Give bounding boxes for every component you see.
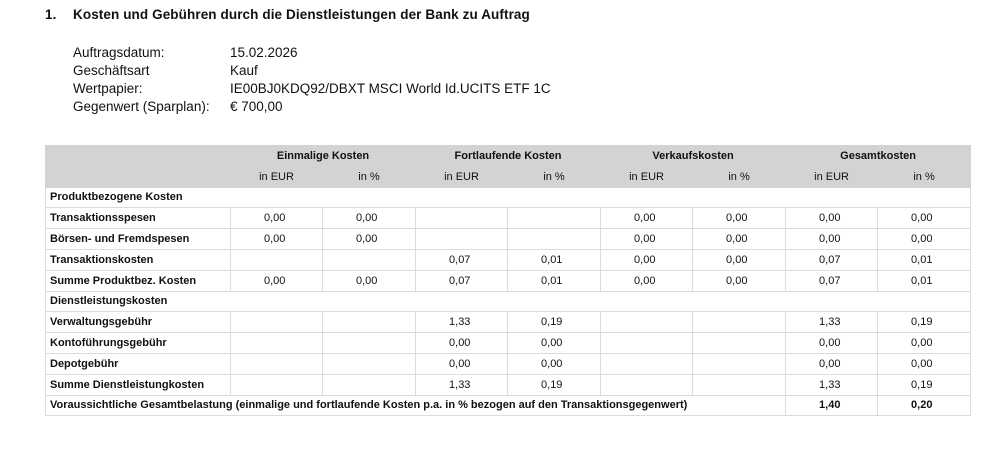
info-label: Geschäftsart (73, 63, 150, 78)
header-empty-cell (46, 146, 231, 167)
info-label: Wertpapier: (73, 81, 143, 96)
cell-eur (416, 208, 508, 229)
cell-pct: 0,00 (323, 229, 416, 250)
cell-pct: 0,19 (508, 374, 601, 395)
cell-eur: 1,33 (786, 374, 878, 395)
row-label: Summe Dienstleistungkosten (46, 374, 231, 395)
info-value: 15.02.2026 (230, 45, 298, 60)
header-ongoing-costs: Fortlaufende Kosten (416, 146, 601, 167)
total-eur: 1,40 (786, 395, 878, 416)
section-number: 1. (45, 7, 57, 22)
info-value: Kauf (230, 63, 258, 78)
cell-eur: 1,33 (416, 312, 508, 333)
cell-eur: 0,00 (786, 229, 878, 250)
cell-eur: 0,00 (601, 229, 693, 250)
header-unit-pct: in % (508, 166, 601, 187)
row-label: Depotgebühr (46, 353, 231, 374)
cell-pct (693, 333, 786, 354)
info-label: Gegenwert (Sparplan): (73, 99, 210, 114)
table-row (46, 270, 971, 291)
info-value: € 700,00 (230, 99, 283, 114)
cell-eur: 0,00 (231, 208, 323, 229)
section-heading (45, 7, 530, 22)
section-label-service-costs: Dienstleistungskosten (46, 291, 971, 312)
info-row-order-date (73, 44, 551, 62)
cell-pct (323, 353, 416, 374)
cell-eur: 0,00 (416, 353, 508, 374)
total-row (46, 395, 971, 416)
header-unit-pct: in % (693, 166, 786, 187)
table-row (46, 374, 971, 395)
header-unit-eur: in EUR (416, 166, 508, 187)
cell-pct: 0,01 (508, 249, 601, 270)
cell-eur: 0,07 (786, 270, 878, 291)
cell-eur (231, 312, 323, 333)
cell-eur: 0,07 (416, 270, 508, 291)
info-value: IE00BJ0KDQ92/DBXT MSCI World Id.UCITS ETF 1C (230, 81, 551, 96)
cell-pct: 0,01 (508, 270, 601, 291)
cell-pct (693, 374, 786, 395)
cell-pct: 0,00 (878, 333, 971, 354)
cell-eur: 0,00 (601, 249, 693, 270)
cell-pct: 0,00 (878, 208, 971, 229)
header-empty-cell (46, 166, 231, 187)
cell-eur (231, 333, 323, 354)
cell-eur: 0,07 (786, 249, 878, 270)
cell-eur (601, 353, 693, 374)
cell-eur (416, 229, 508, 250)
info-label: Auftragsdatum: (73, 45, 165, 60)
cell-pct (508, 229, 601, 250)
cell-pct: 0,00 (323, 208, 416, 229)
cell-eur (231, 249, 323, 270)
cell-eur (601, 374, 693, 395)
row-label: Transaktionsspesen (46, 208, 231, 229)
cell-eur (231, 374, 323, 395)
cell-eur (601, 333, 693, 354)
cell-pct: 0,00 (323, 270, 416, 291)
cell-eur: 1,33 (786, 312, 878, 333)
total-label: Voraussichtliche Gesamtbelastung (einmalige und fortlaufende Kosten p.a. in % bezogen auf den Transaktionsgegenwert) (46, 395, 786, 416)
info-row-business-type (73, 62, 551, 80)
cell-pct: 0,19 (508, 312, 601, 333)
header-one-time-costs: Einmalige Kosten (231, 146, 416, 167)
header-unit-row (46, 166, 971, 187)
cell-eur (231, 353, 323, 374)
table-row (46, 208, 971, 229)
header-unit-pct: in % (878, 166, 971, 187)
header-unit-eur: in EUR (786, 166, 878, 187)
cell-eur: 0,00 (786, 353, 878, 374)
section-title: Kosten und Gebühren durch die Dienstleistungen der Bank zu Auftrag (73, 7, 530, 22)
row-label: Börsen- und Fremdspesen (46, 229, 231, 250)
header-sale-costs: Verkaufskosten (601, 146, 786, 167)
cell-pct: 0,00 (878, 353, 971, 374)
total-pct: 0,20 (878, 395, 971, 416)
header-unit-eur: in EUR (601, 166, 693, 187)
cell-pct: 0,00 (508, 333, 601, 354)
cell-eur: 1,33 (416, 374, 508, 395)
cell-pct: 0,00 (693, 208, 786, 229)
section-row (46, 291, 971, 312)
row-label: Verwaltungsgebühr (46, 312, 231, 333)
cell-eur: 0,00 (416, 333, 508, 354)
cell-pct (323, 249, 416, 270)
row-label: Kontoführungsgebühr (46, 333, 231, 354)
table-row (46, 312, 971, 333)
table-row (46, 333, 971, 354)
cell-pct (693, 353, 786, 374)
info-row-counter-value (73, 98, 551, 116)
header-unit-pct: in % (323, 166, 416, 187)
table-row (46, 229, 971, 250)
table-row (46, 249, 971, 270)
cell-pct: 0,01 (878, 270, 971, 291)
cell-eur: 0,07 (416, 249, 508, 270)
cell-eur (601, 312, 693, 333)
cell-eur: 0,00 (231, 270, 323, 291)
cell-eur: 0,00 (601, 208, 693, 229)
cell-eur: 0,00 (231, 229, 323, 250)
info-row-security (73, 80, 551, 98)
cell-pct: 0,00 (693, 249, 786, 270)
header-group-row (46, 146, 971, 167)
cost-table (45, 145, 971, 416)
cell-pct: 0,00 (508, 353, 601, 374)
section-row (46, 187, 971, 208)
cell-eur: 0,00 (601, 270, 693, 291)
cell-pct: 0,00 (693, 270, 786, 291)
cell-pct (508, 208, 601, 229)
cell-pct (323, 333, 416, 354)
section-label-product-costs: Produktbezogene Kosten (46, 187, 971, 208)
cell-pct: 0,00 (878, 229, 971, 250)
row-label: Transaktionskosten (46, 249, 231, 270)
cell-eur: 0,00 (786, 208, 878, 229)
cell-pct: 0,00 (693, 229, 786, 250)
cell-pct (323, 312, 416, 333)
cell-eur: 0,00 (786, 333, 878, 354)
cell-pct: 0,19 (878, 374, 971, 395)
cell-pct: 0,19 (878, 312, 971, 333)
order-info (73, 44, 551, 116)
header-unit-eur: in EUR (231, 166, 323, 187)
row-label: Summe Produktbez. Kosten (46, 270, 231, 291)
cell-pct (693, 312, 786, 333)
cell-pct: 0,01 (878, 249, 971, 270)
header-total-costs: Gesamtkosten (786, 146, 971, 167)
table-row (46, 353, 971, 374)
cell-pct (323, 374, 416, 395)
